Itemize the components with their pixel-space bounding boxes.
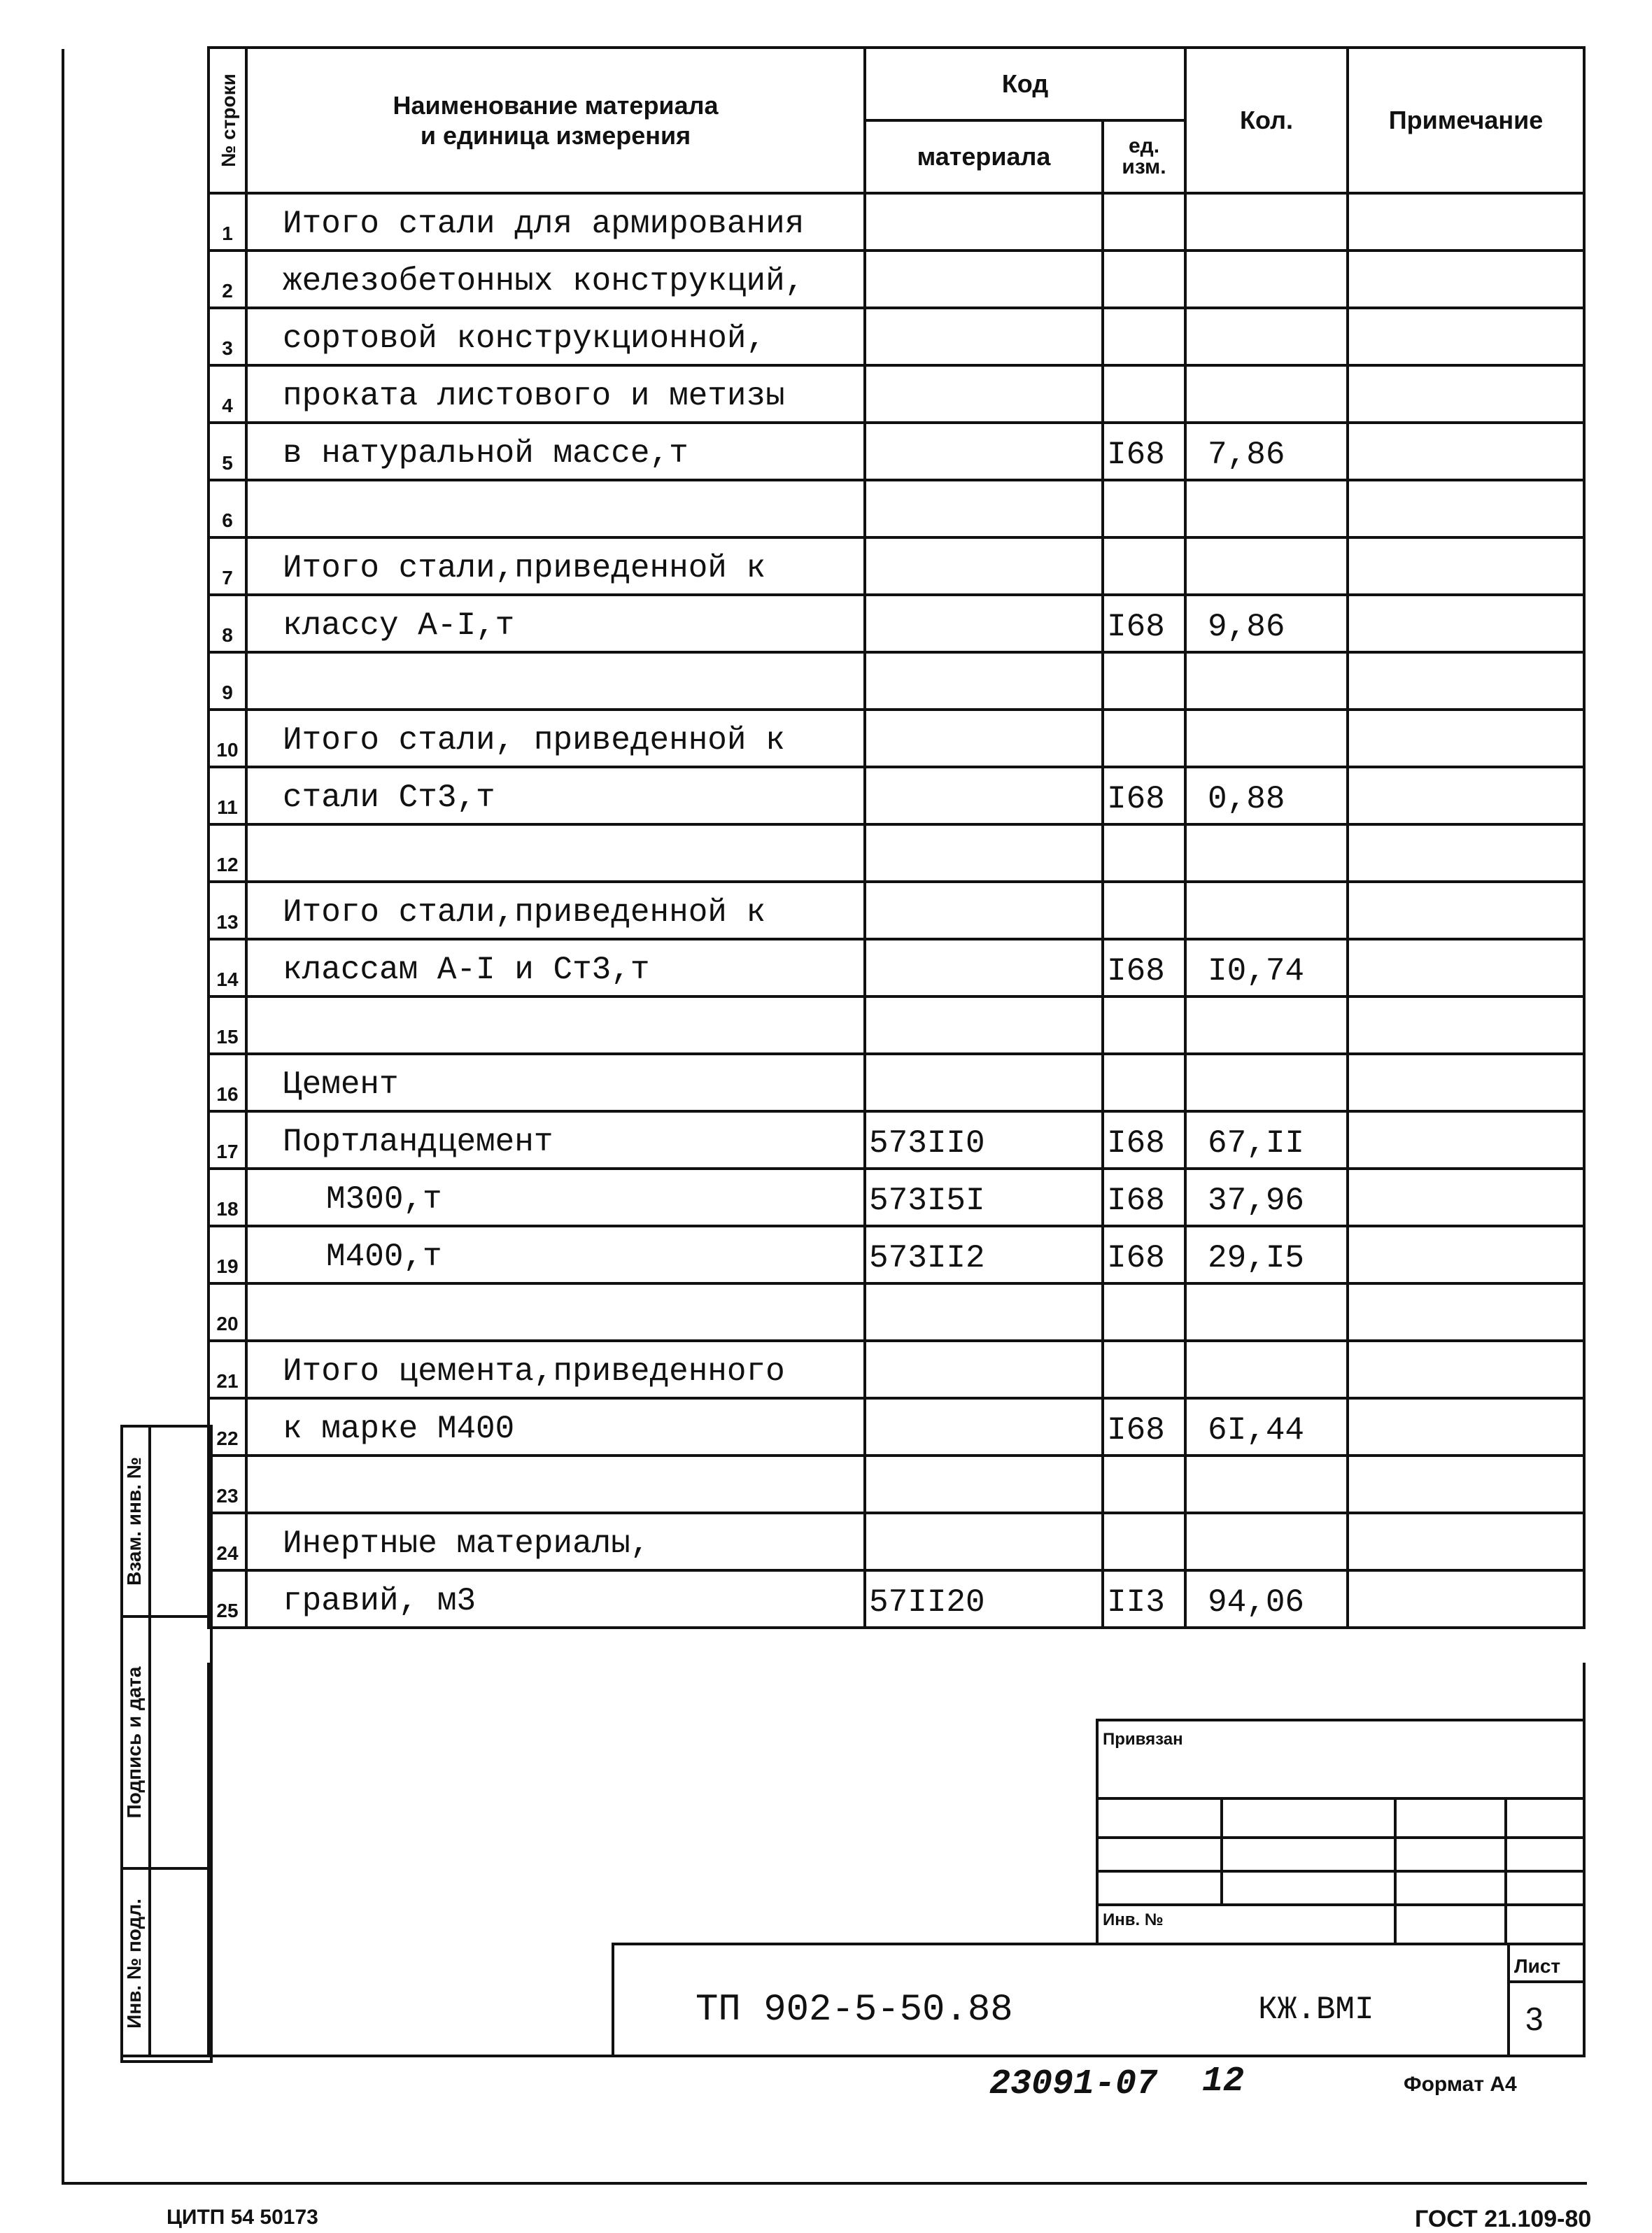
material-code-cell [865, 1513, 1103, 1570]
row-number-cell: 13 [209, 882, 246, 939]
table-row [209, 193, 1584, 251]
note-cell [1348, 480, 1584, 537]
note-cell [1348, 652, 1584, 710]
row-number-cell: 9 [209, 652, 246, 710]
table-row [209, 1398, 1584, 1456]
row-number-cell: 17 [209, 1111, 246, 1169]
row-number-cell: 16 [209, 1054, 246, 1111]
row-number-cell: 23 [209, 1456, 246, 1513]
material-code-cell [865, 365, 1103, 423]
row-number-cell: 20 [209, 1283, 246, 1341]
row-number-cell: 22 [209, 1398, 246, 1456]
page-number: 12 [1202, 2062, 1245, 2101]
note-cell [1348, 1111, 1584, 1169]
row-number-cell: 11 [209, 767, 246, 824]
quantity-cell [1185, 537, 1348, 595]
header-code: Код [865, 48, 1185, 120]
row-number-cell: 5 [209, 423, 246, 480]
title-block [612, 1943, 1586, 2057]
note-cell [1348, 1283, 1584, 1341]
material-code-cell [865, 1283, 1103, 1341]
gost-reference: ГОСТ 21.109-80 [1415, 2206, 1592, 2232]
row-number-cell: 15 [209, 996, 246, 1054]
sheet-code: КЖ.ВМI [1258, 1992, 1374, 2028]
unit-code-cell [1103, 1513, 1185, 1570]
table-row [209, 1513, 1584, 1570]
material-code-cell: 573II2 [865, 1226, 1103, 1283]
note-cell [1348, 1054, 1584, 1111]
table-row [209, 308, 1584, 365]
material-code-cell: 57II20 [865, 1570, 1103, 1628]
label-vzam-inv: Взам. инв. № [123, 1457, 145, 1586]
material-code-cell: 573I5I [865, 1169, 1103, 1226]
material-name-cell: Итого стали для армирования [246, 193, 865, 251]
material-name-cell: Итого стали,приведенной к [246, 882, 865, 939]
row-number-cell: 8 [209, 595, 246, 652]
material-name-cell: в натуральной массе,т [246, 423, 865, 480]
note-cell [1348, 1169, 1584, 1226]
unit-code-cell [1103, 193, 1185, 251]
material-code-cell [865, 996, 1103, 1054]
material-name-cell [246, 480, 865, 537]
material-code-cell [865, 537, 1103, 595]
material-code-cell [865, 767, 1103, 824]
material-name-cell: Инертные материалы, [246, 1513, 865, 1570]
quantity-cell [1185, 1513, 1348, 1570]
order-number: 23091-07 [989, 2064, 1158, 2104]
table-row [209, 882, 1584, 939]
quantity-cell [1185, 193, 1348, 251]
material-name-cell: железобетонных конструкций, [246, 251, 865, 308]
row-number-cell: 21 [209, 1341, 246, 1398]
row-number-cell: 14 [209, 939, 246, 996]
table-row [209, 939, 1584, 996]
binding-block [1096, 1719, 1586, 1943]
unit-code-cell [1103, 1283, 1185, 1341]
unit-code-cell [1103, 480, 1185, 537]
material-code-cell [865, 1456, 1103, 1513]
unit-code-cell [1103, 537, 1185, 595]
row-number-cell: 12 [209, 824, 246, 882]
note-cell [1348, 1398, 1584, 1456]
table-row [209, 1111, 1584, 1169]
quantity-cell [1185, 365, 1348, 423]
table-row [209, 595, 1584, 652]
unit-code-cell: I68 [1103, 423, 1185, 480]
material-code-cell [865, 939, 1103, 996]
document-code: ТП 902-5-50.88 [696, 1989, 1013, 2031]
quantity-cell [1185, 824, 1348, 882]
header-code-unit: ед. изм. [1103, 120, 1185, 193]
unit-code-cell [1103, 882, 1185, 939]
label-inv-podl: Инв. № подл. [123, 1899, 145, 2029]
material-name-cell [246, 652, 865, 710]
material-name-cell: стали Ст3,т [246, 767, 865, 824]
quantity-cell: 9,86 [1185, 595, 1348, 652]
publisher-code: ЦИТП 54 50173 [167, 2206, 318, 2229]
material-name-cell: М400,т [246, 1226, 865, 1283]
header-code-material: материала [865, 120, 1103, 193]
quantity-cell: 67,II [1185, 1111, 1348, 1169]
material-code-cell [865, 193, 1103, 251]
table-row [209, 1169, 1584, 1226]
material-code-cell [865, 308, 1103, 365]
unit-code-cell: I68 [1103, 1111, 1185, 1169]
material-code-cell [865, 1054, 1103, 1111]
note-cell [1348, 308, 1584, 365]
material-code-cell [865, 251, 1103, 308]
quantity-cell [1185, 1054, 1348, 1111]
material-name-cell: Цемент [246, 1054, 865, 1111]
unit-code-cell: I68 [1103, 1169, 1185, 1226]
note-cell [1348, 193, 1584, 251]
material-name-cell: к марке М400 [246, 1398, 865, 1456]
sheet-label: Лист [1514, 1955, 1561, 1977]
material-code-cell [865, 710, 1103, 767]
material-name-cell: классам А-I и Ст3,т [246, 939, 865, 996]
inv-number-label: Инв. № [1103, 1910, 1164, 1929]
material-code-cell: 573II0 [865, 1111, 1103, 1169]
material-name-cell [246, 824, 865, 882]
quantity-cell [1185, 1341, 1348, 1398]
material-name-cell: сортовой конструкционной, [246, 308, 865, 365]
material-code-cell [865, 1341, 1103, 1398]
row-number-cell: 7 [209, 537, 246, 595]
quantity-cell: I0,74 [1185, 939, 1348, 996]
material-code-cell [865, 595, 1103, 652]
table-row [209, 1341, 1584, 1398]
material-name-cell: Итого стали, приведенной к [246, 710, 865, 767]
material-code-cell [865, 423, 1103, 480]
note-cell [1348, 996, 1584, 1054]
quantity-cell [1185, 308, 1348, 365]
note-cell [1348, 251, 1584, 308]
unit-code-cell [1103, 1054, 1185, 1111]
specification-rows [209, 193, 1584, 1628]
note-cell [1348, 710, 1584, 767]
row-number-cell: 10 [209, 710, 246, 767]
header-row-number: № строки [209, 48, 246, 193]
material-name-cell: М300,т [246, 1169, 865, 1226]
note-cell [1348, 1456, 1584, 1513]
material-name-cell: гравий, м3 [246, 1570, 865, 1628]
unit-code-cell: II3 [1103, 1570, 1185, 1628]
note-cell [1348, 1570, 1584, 1628]
header-note: Примечание [1348, 48, 1584, 193]
material-code-cell [865, 1398, 1103, 1456]
quantity-cell: 94,06 [1185, 1570, 1348, 1628]
note-cell [1348, 882, 1584, 939]
table-row [209, 480, 1584, 537]
quantity-cell: 37,96 [1185, 1169, 1348, 1226]
material-name-cell [246, 996, 865, 1054]
note-cell [1348, 1513, 1584, 1570]
unit-code-cell [1103, 1341, 1185, 1398]
table-row [209, 996, 1584, 1054]
row-number-cell: 24 [209, 1513, 246, 1570]
unit-code-cell [1103, 308, 1185, 365]
table-row [209, 423, 1584, 480]
header-qty: Кол. [1185, 48, 1348, 193]
table-row [209, 710, 1584, 767]
format-label: Формат А4 [1404, 2073, 1517, 2096]
unit-code-cell [1103, 1456, 1185, 1513]
note-cell [1348, 1226, 1584, 1283]
sheet-number: 3 [1525, 2001, 1544, 2037]
unit-code-cell [1103, 365, 1185, 423]
unit-code-cell [1103, 996, 1185, 1054]
material-code-cell [865, 824, 1103, 882]
row-number-cell: 6 [209, 480, 246, 537]
quantity-cell [1185, 652, 1348, 710]
material-name-cell: Итого стали,приведенной к [246, 537, 865, 595]
row-number-cell: 18 [209, 1169, 246, 1226]
quantity-cell: 6I,44 [1185, 1398, 1348, 1456]
table-row [209, 1570, 1584, 1628]
table-row [209, 1226, 1584, 1283]
unit-code-cell: I68 [1103, 939, 1185, 996]
material-name-cell: классу А-I,т [246, 595, 865, 652]
note-cell [1348, 767, 1584, 824]
note-cell [1348, 595, 1584, 652]
quantity-cell [1185, 480, 1348, 537]
table-row [209, 1283, 1584, 1341]
unit-code-cell: I68 [1103, 1398, 1185, 1456]
quantity-cell [1185, 251, 1348, 308]
row-number-cell: 3 [209, 308, 246, 365]
quantity-cell [1185, 882, 1348, 939]
row-number-cell: 4 [209, 365, 246, 423]
material-code-cell [865, 882, 1103, 939]
material-name-cell: Портландцемент [246, 1111, 865, 1169]
quantity-cell: 29,I5 [1185, 1226, 1348, 1283]
unit-code-cell: I68 [1103, 1226, 1185, 1283]
unit-code-cell [1103, 710, 1185, 767]
quantity-cell [1185, 710, 1348, 767]
row-number-cell: 25 [209, 1570, 246, 1628]
material-name-cell [246, 1283, 865, 1341]
binding-label: Привязан [1103, 1730, 1183, 1749]
table-row [209, 365, 1584, 423]
note-cell [1348, 423, 1584, 480]
frame-left-border [62, 49, 64, 2183]
side-stamp-divider [148, 1425, 151, 2057]
table-row [209, 652, 1584, 710]
table-row [209, 251, 1584, 308]
note-cell [1348, 1341, 1584, 1398]
unit-code-cell [1103, 251, 1185, 308]
note-cell [1348, 537, 1584, 595]
quantity-cell: 7,86 [1185, 423, 1348, 480]
unit-code-cell [1103, 824, 1185, 882]
row-number-cell: 1 [209, 193, 246, 251]
material-code-cell [865, 480, 1103, 537]
note-cell [1348, 824, 1584, 882]
unit-code-cell [1103, 652, 1185, 710]
table-row [209, 824, 1584, 882]
quantity-cell: 0,88 [1185, 767, 1348, 824]
row-number-cell: 19 [209, 1226, 246, 1283]
table-row [209, 537, 1584, 595]
material-name-cell: проката листового и метизы [246, 365, 865, 423]
quantity-cell [1185, 1456, 1348, 1513]
row-number-cell: 2 [209, 251, 246, 308]
frame-bottom-border [62, 2182, 1587, 2185]
quantity-cell [1185, 1283, 1348, 1341]
unit-code-cell: I68 [1103, 595, 1185, 652]
specification-table [207, 46, 1586, 1629]
table-row [209, 1054, 1584, 1111]
note-cell [1348, 365, 1584, 423]
label-podpis-data: Подпись и дата [123, 1666, 145, 1819]
quantity-cell [1185, 996, 1348, 1054]
material-name-cell [246, 1456, 865, 1513]
material-code-cell [865, 652, 1103, 710]
unit-code-cell: I68 [1103, 767, 1185, 824]
table-row [209, 767, 1584, 824]
note-cell [1348, 939, 1584, 996]
table-row [209, 1456, 1584, 1513]
material-name-cell: Итого цемента,приведенного [246, 1341, 865, 1398]
header-name: Наименование материала и единица измерения [246, 48, 865, 193]
